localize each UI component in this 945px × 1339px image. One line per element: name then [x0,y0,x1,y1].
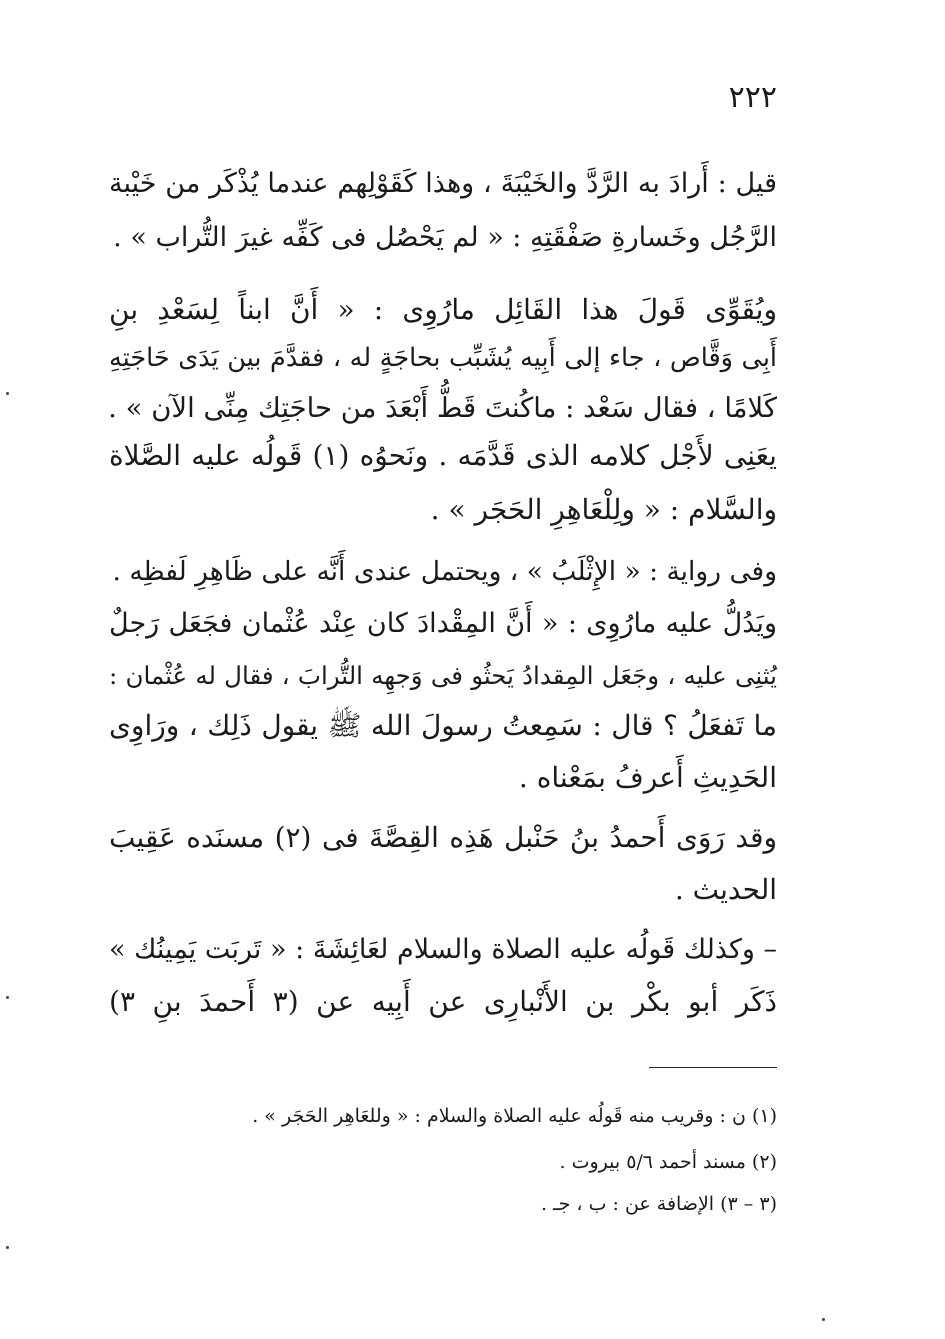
scan-speck [6,996,9,999]
body-line: الرَّجُل وخَسارةِ صَفْقَتِهِ : « لم يَحْصُل فى كَفِّه غيرَ التُّراب » . [113,222,777,253]
footnote: (٢) مسند أحمد ٥/٦ بيروت . [559,1151,777,1173]
body-line: ويَدُلُّ عليه مارُوِى : « أَنَّ المِقْدادَ كان عِنْد عُثْمان فجَعَل رَجلٌ [109,608,777,639]
footnote-separator [649,1067,777,1068]
body-line: أَبِى وَقَّاص ، جاء إلى أَبِيه يُشَبِّب بحاجَةٍ له ، فقدَّمَ بين يَدَى حَاجَتِهِ [109,343,777,373]
footnote: (١) ن : وقريب منه قَولُه عليه الصلاة والسلام : « وللعَاهِر الحَجَر » . [252,1105,777,1127]
body-line: الحديث . [674,873,777,906]
scan-speck [822,1318,825,1321]
body-line: قيل : أَرادَ به الرَّدَّ والخَيْبَةَ ، وهذا كَقَوْلِهم عندما يُذْكَر من خَيْبة [109,168,777,199]
body-line: – وكذلك قَولُه عليه الصلاة والسلام لعَائِشَةَ : « تَربَت يَمِينُك » [109,934,777,965]
body-line: والسَّلام : « ولِلْعَاهِرِ الحَجَر » . [430,493,777,526]
body-line: ويُقَوِّى قَولَ هذا القَائِل مارُوِى : « أَنَّ ابناً لِسَعْدِ بنِ [109,293,777,326]
footnote: (٣ – ٣) الإضافة عن : ب ، جـ . [540,1193,777,1215]
scan-speck [6,392,9,395]
body-line: وقد رَوَى أَحمدُ بنُ حَنْبل هَذِه القِصَّةَ فى (٢) مسنَده عَقِيبَ [109,821,777,854]
page-number: ٢٢٢ [728,80,777,115]
body-line: كَلامًا ، فقال سَعْد : ماكُنتَ قَطُّ أَبْعَدَ من حاجَتِك مِنِّى الآن » . [108,392,777,424]
body-line: وفى رواية : « الإِثْلَبُ » ، ويحتمل عندى أَنَّه على ظَاهِرِ لَفظِه . [112,556,777,587]
body-line: ذَكَر أبو بكْر بن الأَنْبارِى عن أَبِيه عن (٣ أَحمدَ بنِ ٣) [109,985,777,1018]
body-line: الحَدِيثِ أَعرفُ بمَعْناه . [518,761,777,794]
body-line: ما تَفعَلُ ؟ قال : سَمِعتُ رسولَ الله ﷺ يقول ذَلِك ، ورَاوِى [109,709,777,742]
scan-speck [6,1246,9,1249]
body-line: يعَنِى لأَجْل كلامه الذى قَدَّمَه . ونَحوُه (١) قَولُه عليه الصَّلاة [109,439,777,472]
body-line: يُثنِى عليه ، وجَعَل المِقدادُ يَحثُو فى وَجهِه التُّرابَ ، فقال له عُثْمان : [109,661,777,690]
